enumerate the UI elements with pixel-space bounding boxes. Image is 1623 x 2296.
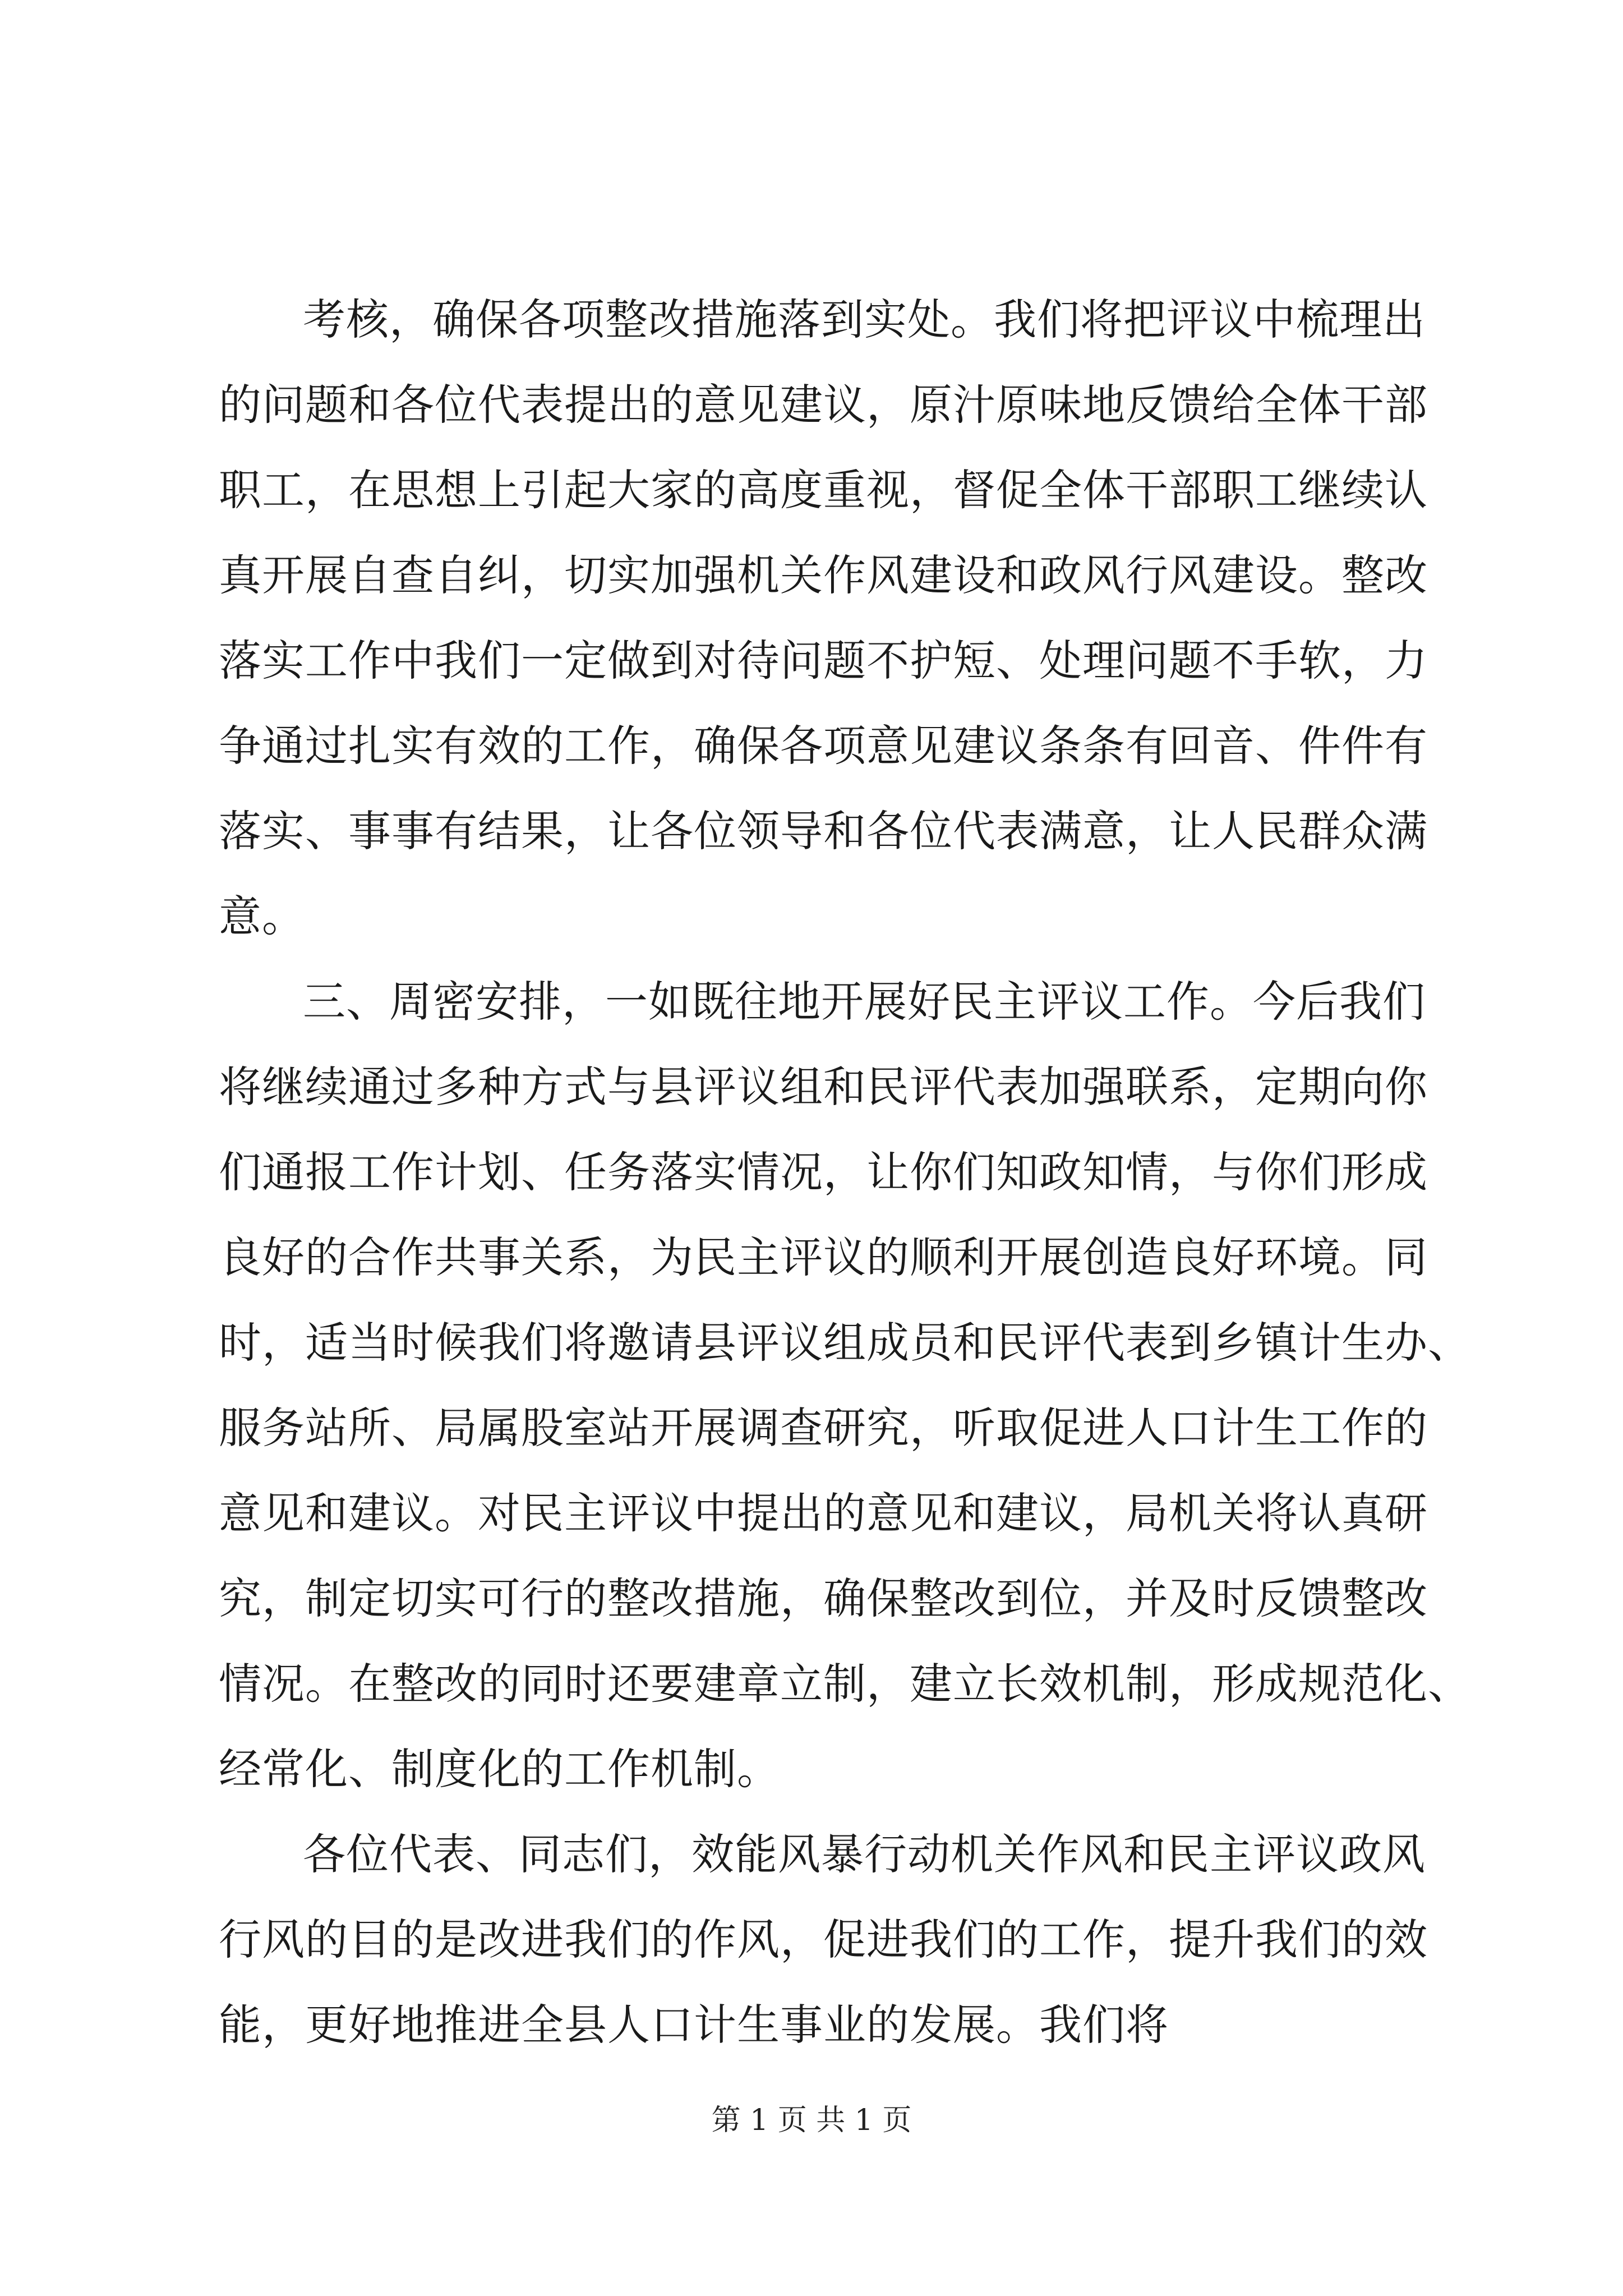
text-line: 落实、事事有结果，让各位领导和各位代表满意，让人民群众满 <box>219 806 1428 856</box>
text-line: 真开展自查自纠，切实加强机关作风建设和政风行风建设。整改 <box>219 550 1428 600</box>
text-line: 服务站所、局属股室站开展调查研究，听取促进人口计生工作的 <box>219 1403 1428 1453</box>
text-line: 意。 <box>219 891 305 941</box>
text-line: 的问题和各位代表提出的意见建议，原汁原味地反馈给全体干部 <box>219 380 1428 430</box>
text-line: 们通报工作计划、任务落实情况，让你们知政知情，与你们形成 <box>219 1147 1428 1197</box>
text-line: 情况。在整改的同时还要建章立制，建立长效机制，形成规范化、 <box>219 1659 1471 1709</box>
text-line: 将继续通过多种方式与县评议组和民评代表加强联系，定期向你 <box>219 1062 1428 1112</box>
text-line: 意见和建议。对民主评议中提出的意见和建议，局机关将认真研 <box>219 1488 1428 1538</box>
page-number-footer: 第 1 页 共 1 页 <box>711 2104 912 2137</box>
text-line: 职工，在思想上引起大家的高度重视，督促全体干部职工继续认 <box>219 465 1428 515</box>
text-line: 究，制定切实可行的整改措施，确保整改到位，并及时反馈整改 <box>219 1573 1428 1623</box>
text-line: 时，适当时候我们将邀请县评议组成员和民评代表到乡镇计生办、 <box>219 1318 1471 1368</box>
text-line: 经常化、制度化的工作机制。 <box>219 1744 780 1794</box>
text-line: 三、周密安排，一如既往地开展好民主评议工作。今后我们 <box>303 977 1426 1027</box>
text-line: 良好的合作共事关系，为民主评议的顺利开展创造良好环境。同 <box>219 1232 1428 1282</box>
text-line: 能，更好地推进全县人口计生事业的发展。我们将 <box>219 2000 1169 2050</box>
text-line: 落实工作中我们一定做到对待问题不护短、处理问题不手软，力 <box>219 636 1428 685</box>
text-line: 各位代表、同志们，效能风暴行动机关作风和民主评议政风 <box>303 1829 1426 1879</box>
text-line: 考核，确保各项整改措施落到实处。我们将把评议中梳理出 <box>303 295 1426 344</box>
text-line: 争通过扎实有效的工作，确保各项意见建议条条有回音、件件有 <box>219 721 1428 771</box>
text-line: 行风的目的是改进我们的作风，促进我们的工作，提升我们的效 <box>219 1915 1428 1964</box>
